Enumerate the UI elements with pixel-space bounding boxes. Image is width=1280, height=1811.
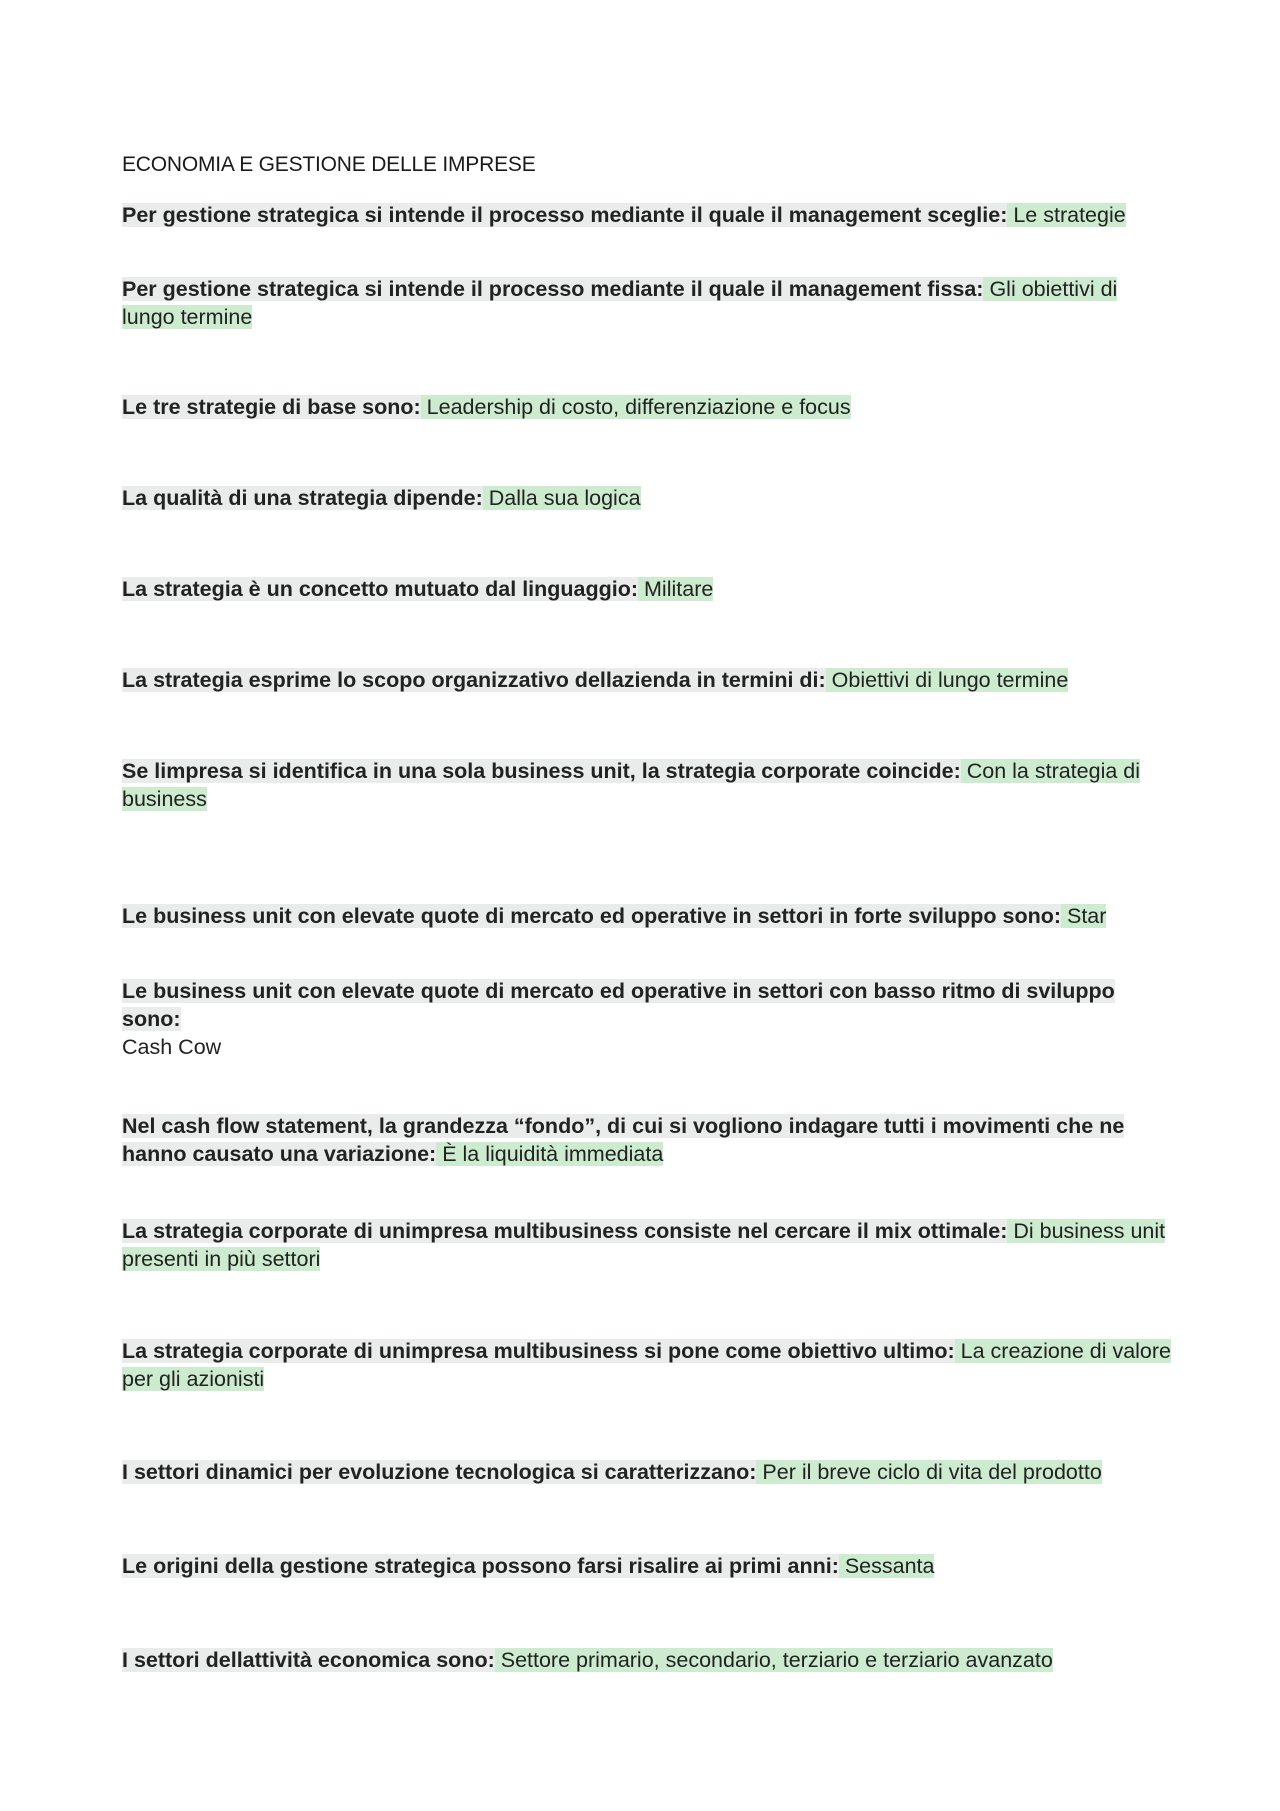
qa-item	[122, 757, 1172, 813]
question-text: Le tre strategie di base sono:	[122, 395, 421, 419]
answer-text: Settore primario, secondario, terziario e terziario avanzato	[494, 1648, 1053, 1672]
qa-item	[122, 275, 1172, 331]
answer-text: Con la strategia di business	[122, 759, 1141, 811]
qa-item	[122, 1458, 1172, 1486]
qa-item	[122, 666, 1172, 694]
question-text: Per gestione strategica si intende il processo mediante il quale il management sceglie:	[122, 203, 1008, 227]
qa-item	[122, 1646, 1172, 1674]
qa-item	[122, 977, 1172, 1061]
question-text: La strategia è un concetto mutuato dal linguaggio:	[122, 577, 639, 601]
answer-text: Cash Cow	[122, 1035, 222, 1059]
question-text: Per gestione strategica si intende il processo mediante il quale il management fissa:	[122, 277, 984, 301]
answer-text: Per il breve ciclo di vita del prodotto	[756, 1460, 1102, 1484]
question-text: La strategia corporate di unimpresa multibusiness si pone come obiettivo ultimo:	[122, 1339, 955, 1363]
answer-text: Le strategie	[1007, 203, 1126, 227]
answer-text: Gli obiettivi di lungo termine	[122, 277, 1118, 329]
document-title: ECONOMIA E GESTIONE DELLE IMPRESE	[122, 153, 536, 176]
qa-item	[122, 484, 1172, 512]
question-text: La strategia esprime lo scopo organizzativo dellazienda in termini di:	[122, 668, 826, 692]
answer-text: Di business unit presenti in più settori	[122, 1219, 1166, 1271]
question-text: La strategia corporate di unimpresa multibusiness consiste nel cercare il mix ottimale:	[122, 1219, 1008, 1243]
answer-text: Militare	[638, 577, 714, 601]
question-text: Nel cash flow statement, la grandezza “fondo”, di cui si vogliono indagare tutti i movimenti che ne hanno causato una variazione:	[122, 1114, 1125, 1166]
qa-item	[122, 393, 1172, 421]
answer-text: Obiettivi di lungo termine	[825, 668, 1069, 692]
question-text: La qualità di una strategia dipende:	[122, 486, 483, 510]
question-text: Le business unit con elevate quote di mercato ed operative in settori in forte sviluppo sono:	[122, 904, 1061, 928]
answer-text: Sessanta	[838, 1554, 935, 1578]
question-text: Se limpresa si identifica in una sola business unit, la strategia corporate coincide:	[122, 759, 961, 783]
qa-item	[122, 575, 1172, 603]
question-text: Le business unit con elevate quote di mercato ed operative in settori con basso ritmo di sviluppo sono:	[122, 979, 1115, 1031]
question-text: I settori dellattività economica sono:	[122, 1648, 495, 1672]
answer-text: È la liquidità immediata	[436, 1142, 664, 1166]
answer-text: Leadership di costo, differenziazione e focus	[420, 395, 851, 419]
qa-item	[122, 902, 1172, 930]
qa-item	[122, 201, 1172, 229]
answer-text: La creazione di valore per gli azionisti	[122, 1339, 1172, 1391]
answer-text: Star	[1061, 904, 1107, 928]
question-text: Le origini della gestione strategica possono farsi risalire ai primi anni:	[122, 1554, 839, 1578]
qa-item	[122, 1552, 1172, 1580]
qa-item	[122, 1337, 1172, 1393]
question-text: I settori dinamici per evoluzione tecnologica si caratterizzano:	[122, 1460, 757, 1484]
qa-item	[122, 1217, 1172, 1273]
qa-item	[122, 1112, 1172, 1168]
answer-text: Dalla sua logica	[482, 486, 641, 510]
